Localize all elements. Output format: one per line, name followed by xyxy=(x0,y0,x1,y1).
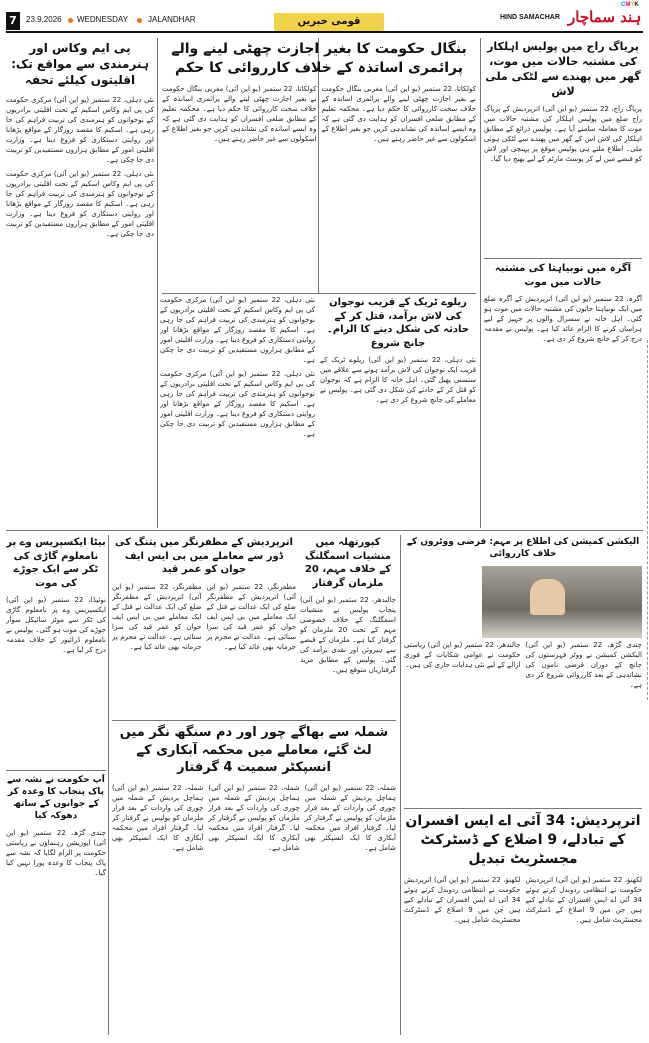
headline: پریاگ راج میں پولیس اہلکار کی مشتبہ حالات میں موت، گھر میں پھندے سے لٹکی ملی لاش xyxy=(485,40,641,98)
article-body: نئی دہلی، 22 ستمبر (یو این آئی) مرکزی حکومت کی پی ایم وکاس اسکیم کے تحت اقلیتی برادریوں کے نوجوانوں کو ہنرمندی کی تربیت فراہم کی جا رہی ہے۔ اسکیم کا مقصد روزگار کے مواقع بڑھانا اور روایتی دستکاری کو فروغ دینا ہے۔ وزارت اقلیتی امور کے مطابق ہزاروں مستفیدین کو تربیت دی جا چکی ہے۔ xyxy=(6,169,154,238)
brand-name-english: HIND SAMACHAR xyxy=(500,14,560,21)
article-punjab-youth xyxy=(6,774,106,1036)
row-divider xyxy=(6,770,106,771)
headline: بیٹا ایکسپریس وے پر نامعلوم گاڑی کی ٹکر سے ایک جوڑے کی موت xyxy=(6,537,106,589)
article-body: شملہ، 22 ستمبر (یو این آئی) ہماچل پردیش کے شملہ میں چوری کی واردات کے بعد فرار ملزمان کو پولیس نے گرفتار کر لیا۔ گرفتار افراد میں محکمہ آبکاری کا ایک انسپکٹر بھی شامل ہے۔ xyxy=(304,783,396,852)
article-pm-vikas xyxy=(6,40,154,528)
headline: پی ایم وکاس اور ہنرمندی سے مواقع تک: اقلیتوں کیلئے تحفہ xyxy=(11,41,149,88)
article-body: چندی گڑھ، 22 ستمبر (یو این آئی) الیکشن کمیشن نے ووٹر فہرستوں کی جانچ کے دوران فرضی ناموں کی نشاندہی کے بعد کارروائی شروع کر دی ہے۔ xyxy=(525,641,642,689)
row-divider xyxy=(6,530,643,531)
separator-dot-icon xyxy=(137,18,142,23)
article-body: لکھنؤ، 22 ستمبر (یو این آئی) اترپردیش حکومت نے انتظامی ردوبدل کرتے ہوئے 34 آئی اے ایس افسران کے تبادلے کیے ہیں جن میں 9 اضلاع کے ڈسٹرکٹ مجسٹریٹ شامل ہیں۔ xyxy=(404,875,521,924)
article-muzaffarnagar xyxy=(112,536,296,716)
article-pm-vikas-continued xyxy=(160,295,315,527)
row-divider xyxy=(404,808,642,809)
news-photo xyxy=(482,566,642,638)
article-body: نئی دہلی، 22 ستمبر (یو این آئی) مرکزی حکومت کی پی ایم وکاس اسکیم کے تحت اقلیتی برادریوں کے نوجوانوں کو ہنرمندی کی تربیت فراہم کی جا رہی ہے۔ اسکیم کا مقصد روزگار کے مواقع بڑھانا اور روایتی دستکاری کو فروغ دینا ہے۔ وزارت اقلیتی امور کے مطابق ہزاروں مستفیدین کو تربیت دی جا چکی ہے۔ xyxy=(6,95,154,164)
cmyk-mark: CMYK xyxy=(621,2,639,8)
row-divider xyxy=(112,720,396,721)
column-divider xyxy=(108,535,109,1035)
article-body: جالندھر، 22 ستمبر (یو این آئی) پنجاب پولیس نے منشیات اسمگلنگ کے خلاف خصوصی مہم کے تحت 20 ملزمان کو گرفتار کیا ہے۔ ملزمان کے قبضے سے ہیروئن اور نقدی برآمد کی گئی۔ پولیس کے مطابق مزید گرفتاریاں متوقع ہیں۔ xyxy=(300,596,396,674)
article-body: کولکاتا، 22 ستمبر (یو این آئی) مغربی بنگال حکومت نے بغیر اجازت چھٹی لینے والے پرائمری اساتذہ کے خلاف سخت کارروائی کا حکم دیا ہے۔ محکمہ تعلیم کے مطابق ضلعی افسران کو ہدایت دی گئی ہے کہ وہ ایسے اساتذہ کی نشاندہی کریں جو بغیر اطلاع کے اسکولوں سے غیر حاضر رہتے ہیں۔ xyxy=(162,84,317,143)
headline: بنگال حکومت کا بغیر اجازت چھٹی لینے والے پرائمری اساتذہ کے خلاف کارروائی کا حکم xyxy=(171,41,467,76)
column-divider xyxy=(400,535,401,1035)
article-body: شملہ، 22 ستمبر (یو این آئی) ہماچل پردیش کے شملہ میں چوری کی واردات کے بعد فرار ملزمان کو پولیس نے گرفتار کر لیا۔ گرفتار افراد میں محکمہ آبکاری کا ایک انسپکٹر بھی شامل ہے۔ xyxy=(208,783,300,852)
headline: اترپردیش: 34 آئی اے ایس افسران کے تبادلے، 9 اضلاع کے ڈسٹرکٹ مجسٹریٹ تبدیل xyxy=(405,813,641,867)
masthead xyxy=(0,0,649,36)
page-number: 7 xyxy=(6,12,20,30)
issue-day: WEDNESDAY xyxy=(77,15,128,24)
article-body: نئی دہلی، 22 ستمبر (یو این آئی) ریلوے ٹریک کے قریب ایک نوجوان کی لاش برآمد ہونے سے علاقے میں سنسنی پھیل گئی۔ اہل خانہ کا الزام ہے کہ نوجوان کو قتل کر کے حادثے کی شکل دی گئی ہے۔ پولیس نے معاملے کی جانچ شروع کر دی ہے۔ xyxy=(320,356,476,404)
row-divider xyxy=(162,293,476,294)
headline: کپورتھلہ میں منشیات اسمگلنگ کے خلاف مہم، 20 ملزمان گرفتار xyxy=(304,537,392,589)
issue-date: 23.9.2026 xyxy=(26,15,62,24)
page-trim-marks xyxy=(644,340,648,700)
column-divider xyxy=(157,38,158,528)
article-road-accident xyxy=(6,536,106,766)
article-body: نئی دہلی، 22 ستمبر (یو این آئی) مرکزی حکومت کی پی ایم وکاس اسکیم کے تحت اقلیتی برادریوں کے نوجوانوں کو ہنرمندی کی تربیت فراہم کی جا رہی ہے۔ اسکیم کا مقصد روزگار کے مواقع بڑھانا اور روایتی دستکاری کو فروغ دینا ہے۔ وزارت اقلیتی امور کے مطابق ہزاروں مستفیدین کو تربیت دی جا چکی ہے۔ xyxy=(160,370,315,438)
article-body: مظفرنگر، 22 ستمبر (یو این آئی) اترپردیش کے مظفرنگر ضلع کی ایک عدالت نے قتل کے ایک معاملے میں بی ایس ایف جوان کو عمر قید کی سزا سنائی ہے۔ عدالت نے مجرم پر جرمانہ بھی عائد کیا ہے۔ xyxy=(206,582,296,651)
article-body: مظفرنگر، 22 ستمبر (یو این آئی) اترپردیش کے مظفرنگر ضلع کی ایک عدالت نے قتل کے ایک معاملے میں بی ایس ایف جوان کو عمر قید کی سزا سنائی ہے۔ عدالت نے مجرم پر جرمانہ بھی عائد کیا ہے۔ xyxy=(112,582,202,651)
headline: اترپردیش کے مظفرنگر میں پتنگ کی ڈور سے معاملے میں بی ایس ایف جوان کو عمر قید xyxy=(115,537,293,575)
article-election xyxy=(404,640,642,805)
article-body: نوئیڈا، 22 ستمبر (یو این آئی) ایکسپریس وے پر نامعلوم گاڑی کی ٹکر سے موٹر سائیکل سوار جوڑے کی موت ہو گئی۔ پولیس نے نامعلوم ڈرائیور کے خلاف مقدمہ درج کر لیا ہے۔ xyxy=(6,596,106,654)
article-up-transfer xyxy=(404,812,642,1037)
article-body: جالندھر، 22 ستمبر (یو این آئی) ریاستی حکومت نے عوامی شکایات کے فوری ازالے کے لیے نئی ہدایات جاری کی ہیں۔ xyxy=(404,641,521,669)
row-divider xyxy=(484,258,642,259)
article-body: نئی دہلی، 22 ستمبر (یو این آئی) مرکزی حکومت کی پی ایم وکاس اسکیم کے تحت اقلیتی برادریوں کے نوجوانوں کو ہنرمندی کی تربیت فراہم کی جا رہی ہے۔ اسکیم کا مقصد روزگار کے مواقع بڑھانا اور روایتی دستکاری کو فروغ دینا ہے۔ وزارت اقلیتی امور کے مطابق ہزاروں مستفیدین کو تربیت دی جا چکی ہے۔ xyxy=(160,296,315,364)
headline: الیکشن کمیشن کی اطلاع پر مہم: فرضی ووٹروں کے خلاف کارروائی xyxy=(406,537,640,560)
article-body: آگرہ، 22 ستمبر (یو این آئی) اترپردیش کے آگرہ ضلع میں ایک نوبیاہتا خاتون کی مشتبہ حالات میں موت ہو گئی۔ اہل خانہ نے سسرال والوں پر جہیز کے لیے ہراساں کرنے کا الزام عائد کیا ہے۔ پولیس نے مقدمہ درج کر کے جانچ شروع کر دی ہے۔ xyxy=(484,295,642,343)
article-body: شملہ، 22 ستمبر (یو این آئی) ہماچل پردیش کے شملہ میں چوری کی واردات کے بعد فرار ملزمان کو پولیس نے گرفتار کر لیا۔ گرفتار افراد میں محکمہ آبکاری کا ایک انسپکٹر بھی شامل ہے۔ xyxy=(112,783,204,852)
article-body: کولکاتا، 22 ستمبر (یو این آئی) مغربی بنگال حکومت نے بغیر اجازت چھٹی لینے والے پرائمری اساتذہ کے خلاف سخت کارروائی کا حکم دیا ہے۔ محکمہ تعلیم کے مطابق ضلعی افسران کو ہدایت دی گئی ہے کہ وہ ایسے اساتذہ کی نشاندہی کریں جو بغیر اطلاع کے اسکولوں سے غیر حاضر رہتے ہیں۔ xyxy=(321,84,476,143)
headline: آپ حکومت نے نشہ سے پاک پنجاب کا وعدہ کر کے جوانوں کے ساتھ دھوکہ کیا xyxy=(7,775,105,822)
brand-logo: ہند سماچار xyxy=(568,8,642,26)
header-rule xyxy=(6,31,643,33)
article-up-police xyxy=(484,40,642,255)
headline: ریلوے ٹریک کے قریب نوجوان کی لاش برآمد، قتل کر کے حادثہ کی شکل دینے کا الزام۔ جانچ شروع xyxy=(326,297,470,349)
section-title: قومی خبریں xyxy=(274,13,384,31)
edition-city: JALANDHAR xyxy=(148,15,196,24)
article-body: چندی گڑھ، 22 ستمبر (یو این آئی) اپوزیشن رہنماؤں نے ریاستی حکومت پر الزام لگایا کہ نشہ سے پاک پنجاب کا وعدہ پورا نہیں کیا گیا۔ xyxy=(6,828,106,877)
article-narcotics xyxy=(300,536,396,716)
article-body: لکھنؤ، 22 ستمبر (یو این آئی) اترپردیش حکومت نے انتظامی ردوبدل کرتے ہوئے 34 آئی اے ایس افسران کے تبادلے کیے ہیں جن میں 9 اضلاع کے ڈسٹرکٹ مجسٹریٹ شامل ہیں۔ xyxy=(525,875,642,924)
separator-dot-icon xyxy=(68,18,73,23)
headline: شملہ سے بھاگے چور اور دم سنگھ نگر میں لٹ گئے، معاملے میں محکمہ آبکاری کے انسپکٹر سمیت 4 گرفتار xyxy=(119,725,389,776)
headline: آگرہ میں نوبیاہتا کی مشتبہ حالات میں موت xyxy=(494,263,632,288)
article-bengal xyxy=(162,40,476,290)
article-railway-track xyxy=(320,296,476,528)
column-divider xyxy=(480,38,481,528)
article-agra xyxy=(484,262,642,527)
article-body: پریاگ راج، 22 ستمبر (یو این آئی) اترپردیش کے پریاگ راج ضلع میں پولیس اہلکار کی مشتبہ حالات میں موت کا معاملہ سامنے آیا ہے۔ پولیس ذرائع کے مطابق اہلکار کی لاش اس کے گھر میں پھندے سے لٹکی ہوئی ملی۔ اطلاع ملتے ہی پولیس موقع پر پہنچی اور لاش کو قبضے میں لے کر پوسٹ مارٹم کے لیے بھیج دیا گیا۔ xyxy=(484,105,642,164)
article-shimla xyxy=(112,724,396,1036)
